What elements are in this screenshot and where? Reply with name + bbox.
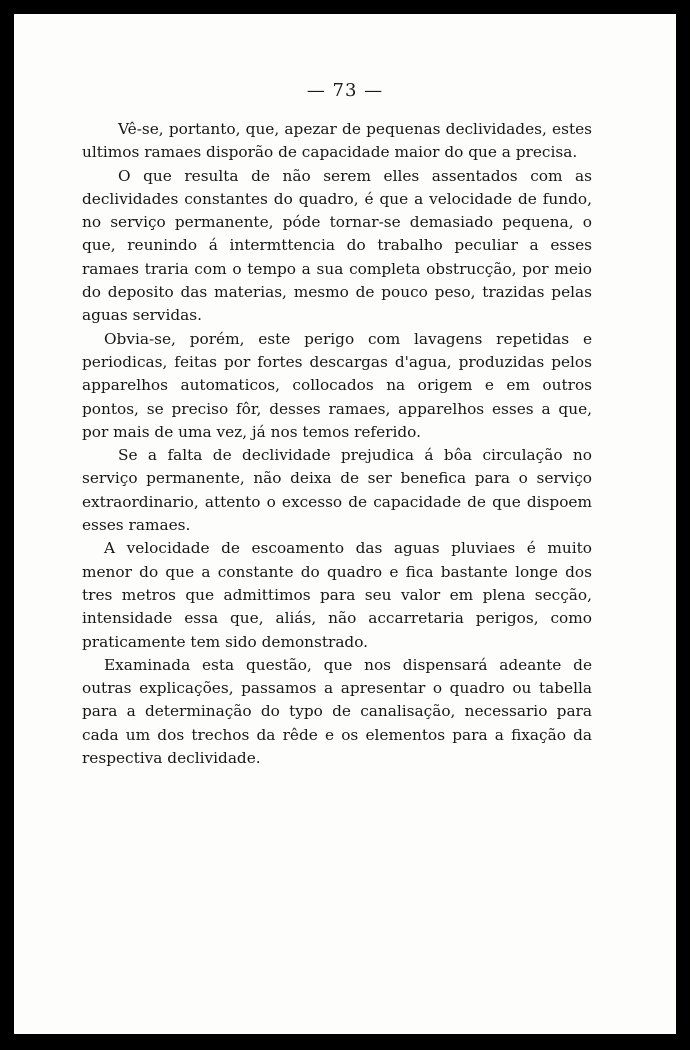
paragraph-1: Vê-se, portanto, que, apezar de pequenas declividades, estes ultimos ramaes disporão de capacidade maior do que a precisa. [82,120,592,162]
body-text [82,118,592,770]
paragraph-3: Obvia-se, porém, este perigo com lavagens repetidas e periodicas, feitas por fortes descargas d'agua, produzidas pelos apparelhos automaticos, collocados na origem e em outros pontos, se preciso fôr, desses ramaes, apparelhos esses a que, por mais de uma vez, já nos temos referido. [82,329,592,441]
paragraph-5: A velocidade de escoamento das aguas pluviaes é muito menor do que a constante do quadro e fica bastante longe dos tres metros que admittimos para seu valor em plena secção, intensidade essa que, aliás, não accarretaria perigos, como praticamente tem sido demonstrado. [82,539,592,651]
paragraph-4: Se a falta de declividade prejudica á bôa circulação no serviço permanente, não deixa de ser benefica para o serviço extraordinario, attento o excesso de capacidade de que dispoem esses ramaes. [82,446,592,535]
page-number: — 73 — [306,80,384,101]
book-page [14,14,676,1034]
paragraph-6: Examinada esta questão, que nos dispensará adeante de outras explicações, passamos a apresentar o quadro ou tabella para a determinação do typo de canalisação, necessario para cada um dos trechos da rêde e os elementos para a fixação da respectiva declividade. [82,655,592,768]
paragraph-2: O que resulta de não serem elles assentados com as declividades constantes do quadro, é que a velocidade de fundo, no serviço permanente, póde tornar-se demasiado pequena, o que, reunindo á intermttencia do trabalho peculiar a esses ramaes traria com o tempo a sua completa obstrucção, por meio do deposito das materias, mesmo de pouco peso, trazidas pelas aguas servidas. [82,166,592,325]
